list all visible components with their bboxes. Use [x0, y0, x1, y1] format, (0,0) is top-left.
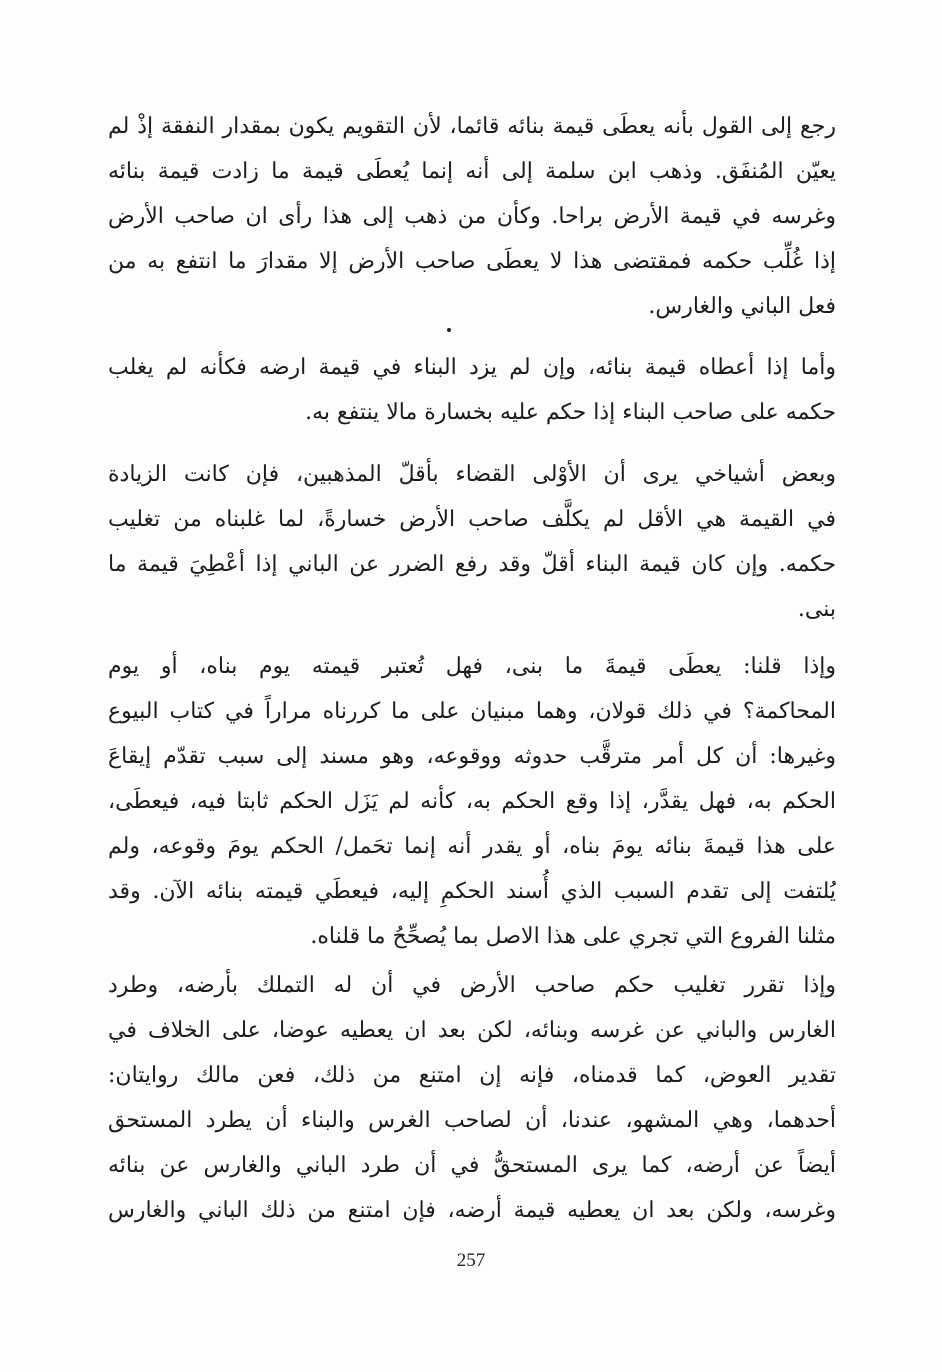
text-line: وغرسه، ولكن بعد ان يعطيه قيمة أرضه، فإن امتنع من ذلك الباني والغارس: [108, 1198, 836, 1223]
ink-dot-mark: [447, 328, 451, 332]
text-line: الغارس والباني عن غرسه وبنائه، لكن بعد ان يعطيه عوضا، على الخلاف في: [108, 1018, 836, 1043]
text-line: في القيمة هي الأقل لم يكلَّف صاحب الأرض خسارةً، لما غلبناه من تغليب: [108, 507, 836, 532]
text-line: وغيرها: أن كل أمر مترقَّب حدوثه ووقوعه، وهو مسند إلى سبب تقدّم إيقاعَ: [108, 744, 836, 769]
paragraph-2: [108, 345, 836, 435]
text-line: أيضاً عن أرضه، كما يرى المستحقُّ في أن طرد الباني والغارس عن بنائه: [108, 1153, 836, 1178]
text-line: وبعض أشياخي يرى أن الأوْلى القضاء بأقلّ المذهبين، فإن كانت الزيادة: [108, 462, 836, 487]
text-line: المحاكمة؟ في ذلك قولان، وهما مبنيان على ما كررناه مراراً في كتاب البيوع: [108, 699, 836, 724]
text-line: إذا غُلِّب حكمه فمقتضى هذا لا يعطَى صاحب الأرض إلا مقدارَ ما انتفع به من: [108, 249, 836, 274]
text-line: تقدير العوض، كما قدمناه، فإنه إن امتنع من ذلك، فعن مالك روايتان:: [108, 1063, 836, 1088]
text-line: بنى.: [797, 597, 836, 622]
text-line: وغرسه في قيمة الأرض براحا. وكأن من ذهب إلى هذا رأى ان صاحب الأرض: [108, 204, 836, 229]
page-number: 257: [456, 1250, 486, 1271]
text-line: يعيّن المُنفَق. وذهب ابن سلمة إلى أنه إنما يُعطَى قيمة ما زادت قيمة بنائه: [108, 159, 836, 184]
text-line: حكمه. وإن كان قيمة البناء أقلّ وقد رفع الضرر عن الباني إذا أعْطِيَ قيمة ما: [108, 552, 836, 577]
text-line: وأما إذا أعطاه قيمة بنائه، وإن لم يزد البناء في قيمة ارضه فكأنه لم يغلب: [108, 355, 836, 380]
text-line: حكمه على صاحب البناء إذا حكم عليه بخسارة مالا ينتفع به.: [305, 400, 836, 425]
text-line: وإذا قلنا: يعطَى قيمةَ ما بنى، فهل تُعتبر قيمته يوم بناه، أو يوم: [108, 654, 836, 679]
text-line: وإذا تقرر تغليب حكم صاحب الأرض في أن له التملك بأرضه، وطرد: [108, 973, 836, 998]
text-line: الحكم به، فهل يقدَّر، إذا وقع الحكم به، كأنه لم يَزَل الحكم ثابتا فيه، فيعطَى،: [108, 789, 836, 814]
paragraph-3: [108, 452, 836, 632]
text-line: أحدهما، وهي المشهو، عندنا، أن لصاحب الغرس والبناء أن يطرد المستحق: [108, 1108, 836, 1133]
paragraph-5: [108, 963, 836, 1233]
text-line: فعل الباني والغارس.: [648, 294, 836, 319]
paragraph-1: [108, 104, 836, 329]
text-line: مثلنا الفروع التي تجري على هذا الاصل بما يُصحِّحُ ما قلناه.: [310, 924, 836, 949]
text-line: على هذا قيمةَ بنائه يومَ بناه، أو يقدر أنه إنما تحَمل/ الحكم يومَ وقوعه، ولم: [108, 834, 836, 859]
text-line: يُلتفت إلى تقدم السبب الذي أُسند الحكمِ إليه، فيعطَي قيمته بنائه الآن. وقد: [108, 879, 836, 904]
paragraph-4: [108, 644, 836, 959]
text-line: رجع إلى القول بأنه يعطَى قيمة بنائه قائما، لأن التقويم يكون بمقدار النفقة إذْ لم: [108, 114, 836, 139]
